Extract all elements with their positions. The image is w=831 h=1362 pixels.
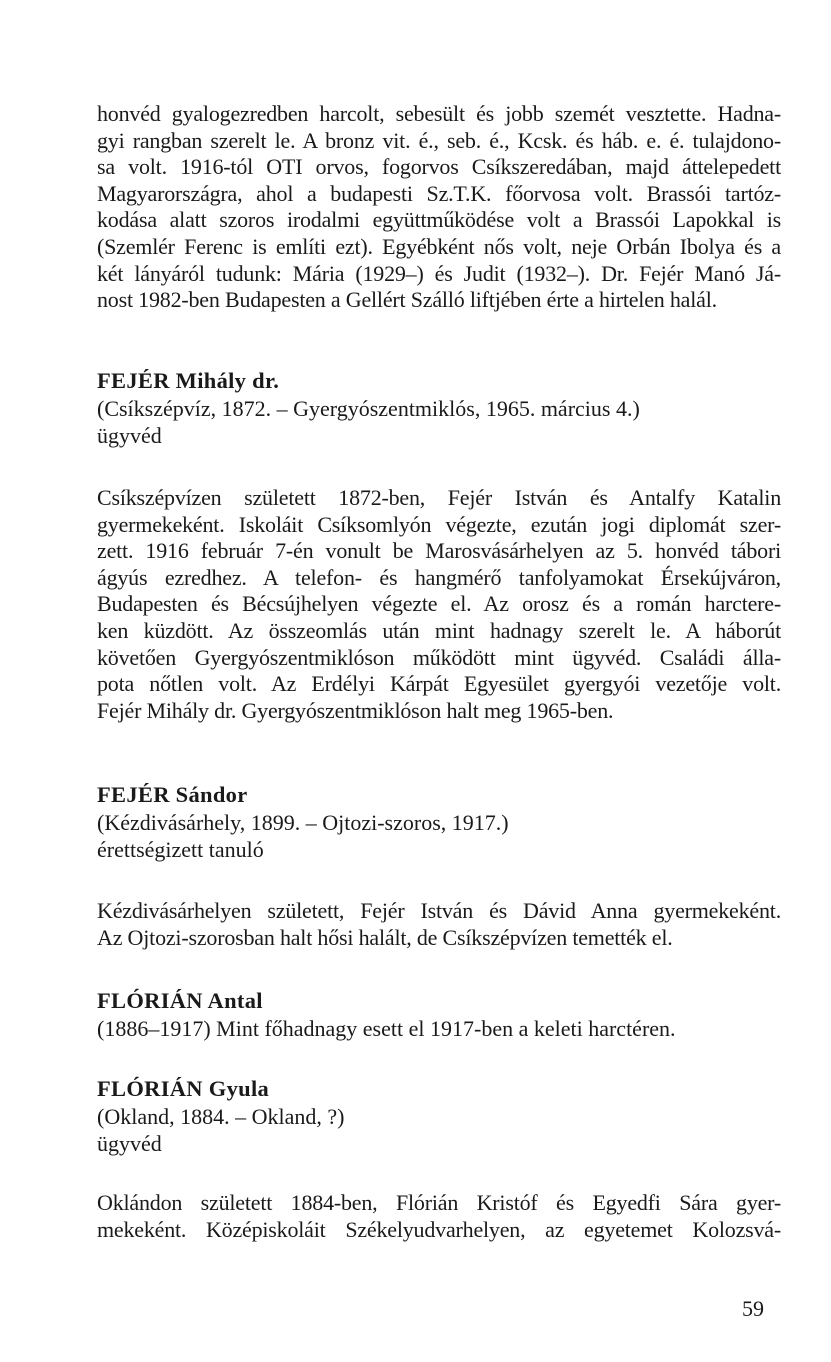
entry-florian-gyula <box>97 1075 781 1157</box>
entry-fejer-sandor-bio <box>97 898 781 951</box>
entry-occupation: érettségizett tanuló <box>97 837 264 862</box>
paragraph-line: követően Gyergyószentmiklóson működött mint ügyvéd. Családi álla- <box>97 644 781 670</box>
paragraph-line: gyi rangban szerelt le. A bronz vit. é., seb. é., Kcsk. és háb. e. é. tulajdono- <box>97 127 781 153</box>
entry-occupation: ügyvéd <box>97 423 162 448</box>
paragraph-line: Magyarországra, ahol a budapesti Sz.T.K. főorvosa volt. Brassói tartóz- <box>97 180 781 206</box>
entry-dates: (Okland, 1884. – Okland, ?) <box>97 1104 345 1129</box>
entry-florian-gyula-bio <box>97 1190 781 1243</box>
paragraph-line: mekeként. Középiskoláit Székelyudvarhelyen, az egyetemet Kolozsvá- <box>97 1216 781 1242</box>
paragraph-line: kodása alatt szoros irodalmi együttműködése volt a Brassói Lapokkal is <box>97 207 781 233</box>
paragraph-line: ken küzdött. Az összeomlás után mint hadnagy szerelt le. A háborút <box>97 617 781 643</box>
entry-dates: (Kézdivásárhely, 1899. – Ojtozi-szoros, 1917.) <box>97 810 509 835</box>
paragraph-line: nost 1982-ben Budapesten a Gellért Szálló liftjében érte a hirtelen halál. <box>97 287 717 313</box>
page-number: 59 <box>742 1296 764 1321</box>
paragraph-line: Budapesten és Bécsújhelyen végezte el. Az orosz és a román harctere- <box>97 591 781 617</box>
paragraph-line: Kézdivásárhelyen született, Fejér István és Dávid Anna gyermekeként. <box>97 898 781 923</box>
entry-name: FEJÉR Sándor <box>97 782 248 807</box>
paragraph-line: Oklándon született 1884-ben, Flórián Kristóf és Egyedfi Sára gyer- <box>97 1190 781 1215</box>
entry-fejer-mihaly <box>97 367 781 449</box>
entry-fejer-mihaly-bio <box>97 485 781 724</box>
paragraph-line: zett. 1916 február 7-én vonult be Marosvásárhelyen az 5. honvéd tábori <box>97 538 781 564</box>
entry-dates: (Csíkszépvíz, 1872. – Gyergyószentmiklós, 1965. március 4.) <box>97 396 640 421</box>
entry-dates: (1886–1917) Mint főhadnagy esett el 1917-ben a keleti harctéren. <box>97 1016 676 1041</box>
entry-florian-antal <box>97 987 781 1042</box>
paragraph-line: ágyús ezredhez. A telefon- és hangmérő tanfolyamokat Érsekújváron, <box>97 564 781 590</box>
paragraph-line: Az Ojtozi-szorosban halt hősi halált, de Csíkszépvízen temették el. <box>97 924 673 950</box>
paragraph-line: sa volt. 1916-tól OTI orvos, fogorvos Csíkszeredában, majd áttelepedett <box>97 154 781 180</box>
paragraph-line: Csíkszépvízen született 1872-ben, Fejér István és Antalfy Katalin <box>97 485 781 510</box>
paragraph-line: (Szemlér Ferenc is említi ezt). Egyébként nős volt, neje Orbán Ibolya és a <box>97 233 781 259</box>
paragraph-line: honvéd gyalogezredben harcolt, sebesült és jobb szemét vesztette. Hadna- <box>97 101 781 126</box>
paragraph-line: pota nőtlen volt. Az Erdélyi Kárpát Egyesület gyergyói vezetője volt. <box>97 671 781 697</box>
paragraph-line: gyermekeként. Iskoláit Csíksomlyón végezte, ezután jogi diplomát szer- <box>97 511 781 537</box>
entry-name: FLÓRIÁN Gyula <box>97 1076 270 1101</box>
entry-fejer-sandor <box>97 781 781 863</box>
intro-paragraph <box>97 101 781 314</box>
entry-occupation: ügyvéd <box>97 1131 162 1156</box>
paragraph-line: Fejér Mihály dr. Gyergyószentmiklóson halt meg 1965-ben. <box>97 697 614 723</box>
entry-name: FLÓRIÁN Antal <box>97 988 263 1013</box>
entry-name: FEJÉR Mihály dr. <box>97 368 280 393</box>
paragraph-line: két lányáról tudunk: Mária (1929–) és Judit (1932–). Dr. Fejér Manó Já- <box>97 260 781 286</box>
